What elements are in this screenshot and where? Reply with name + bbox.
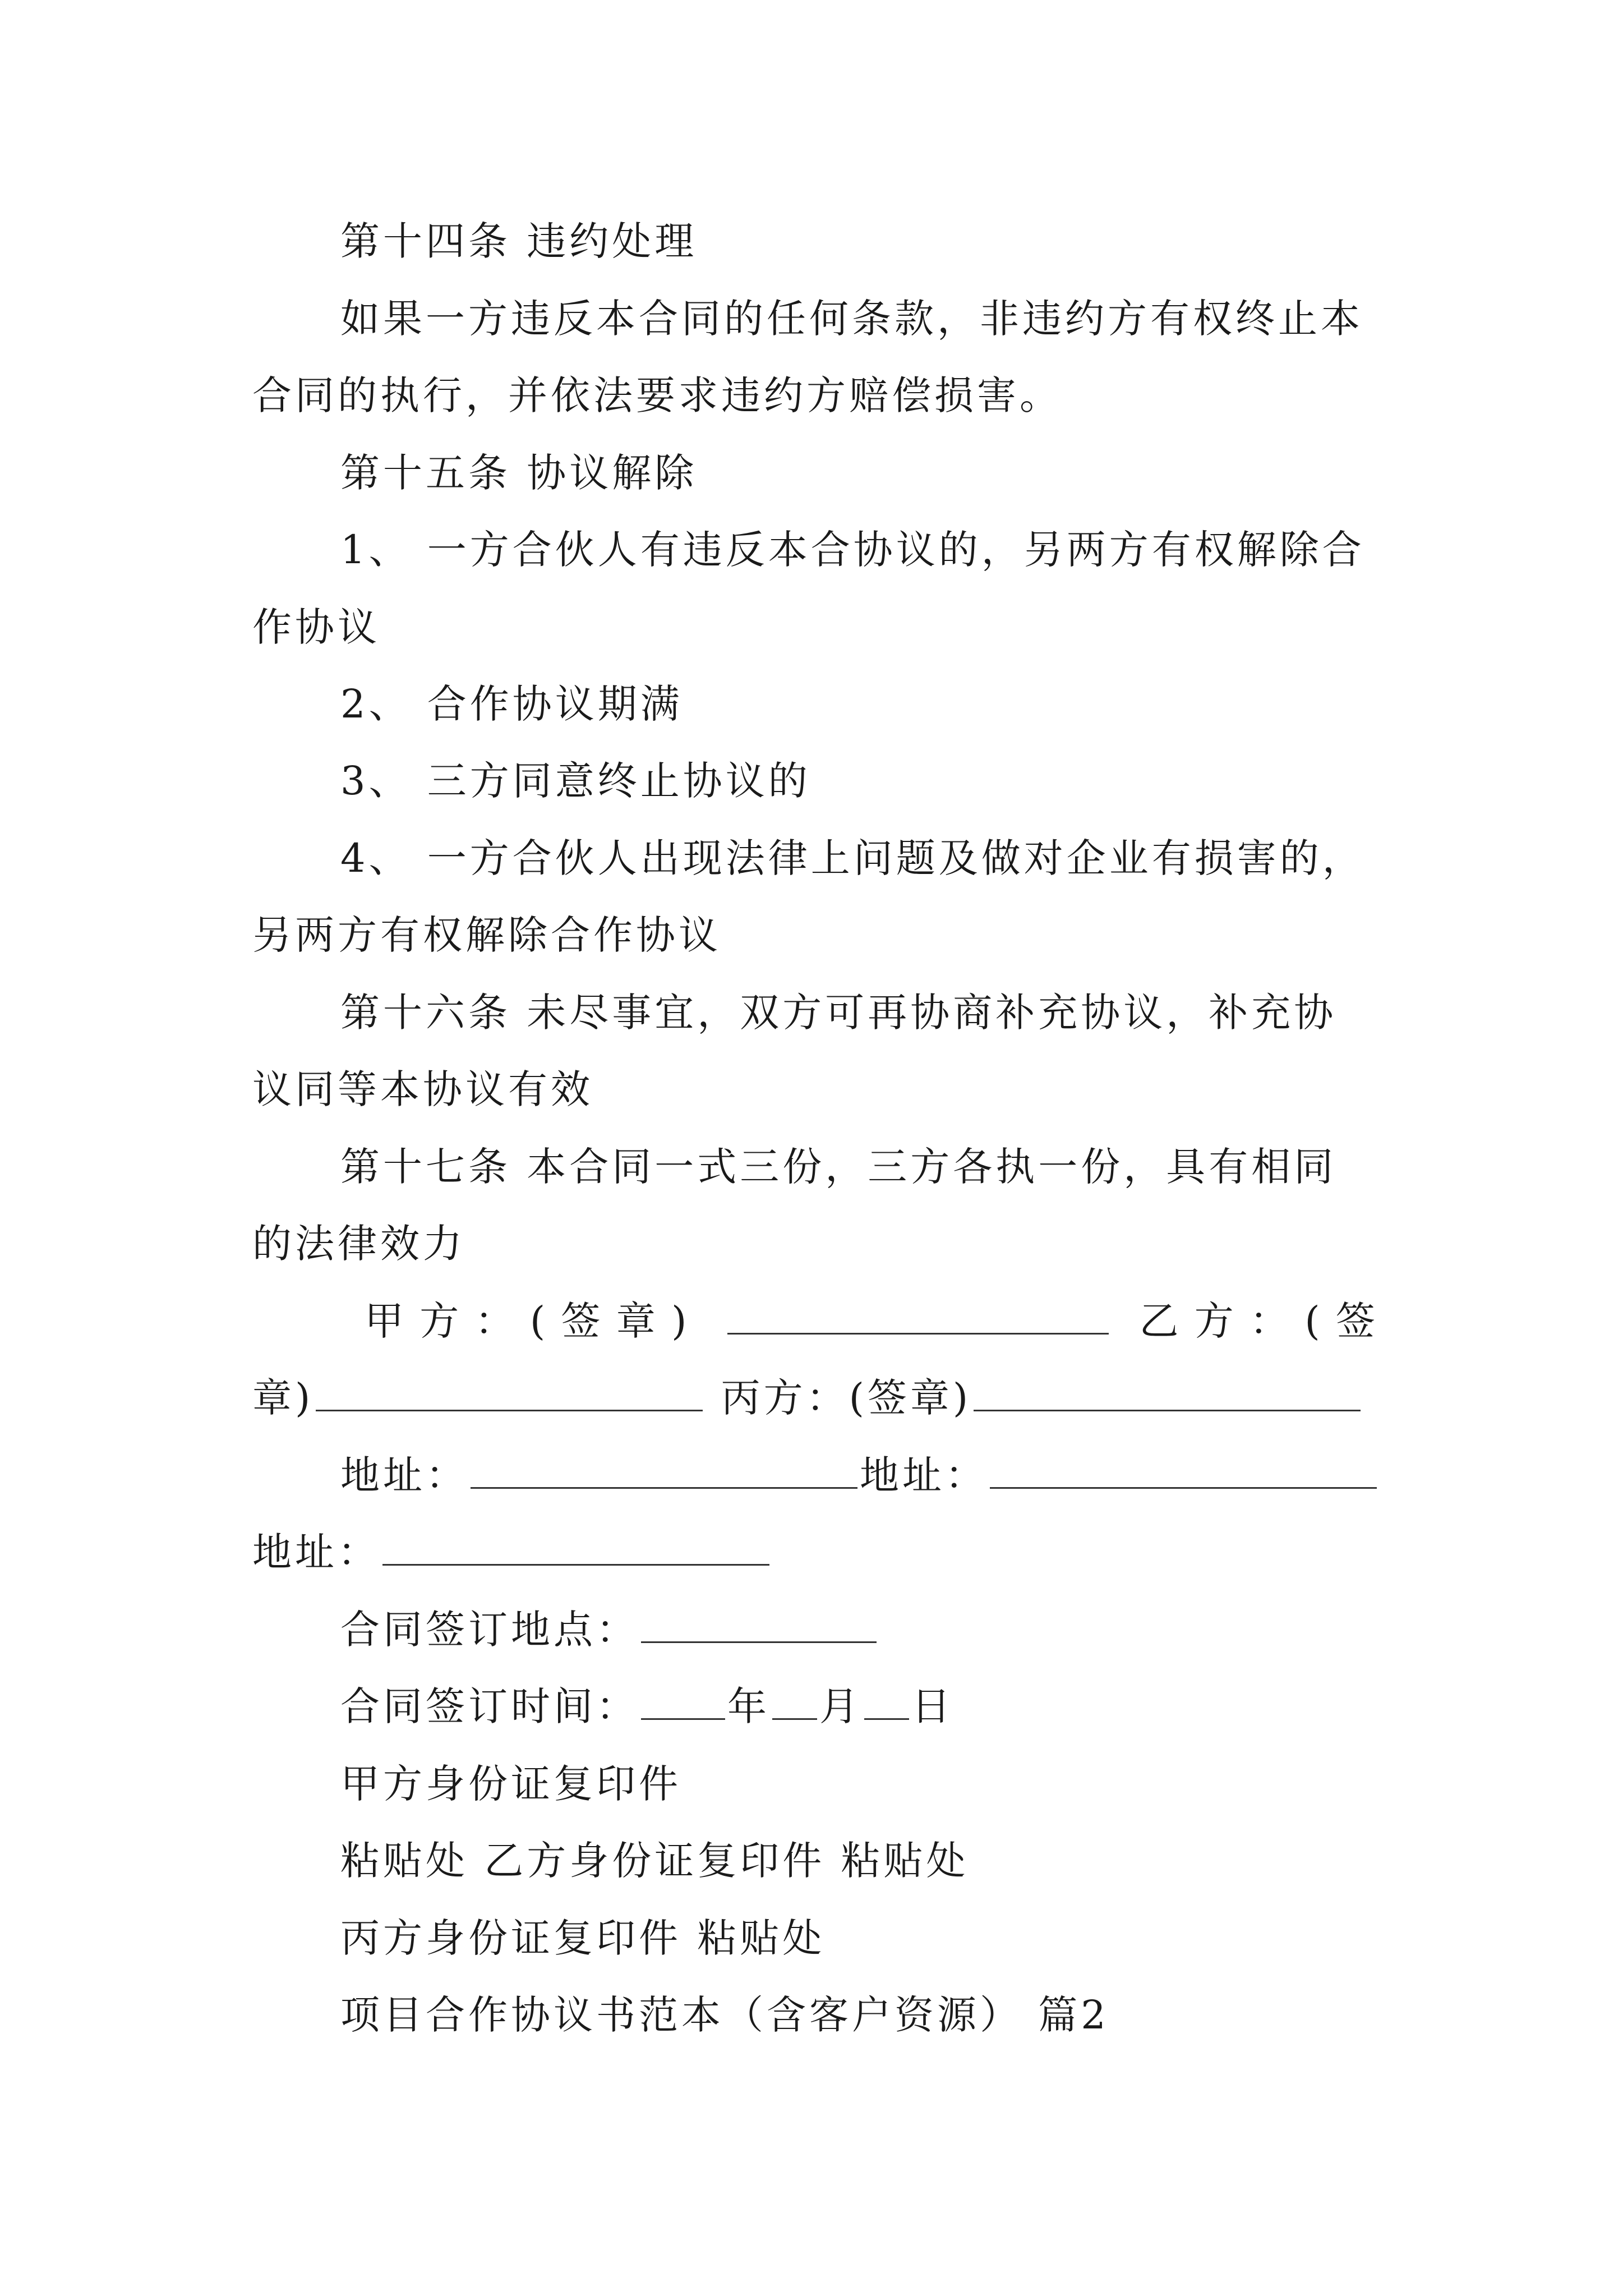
clause-2: 2、 合作协议期满	[340, 681, 683, 727]
signing-date-label: 合同签订时间：	[340, 1683, 639, 1729]
clause-3: 3、 三方同意终止协议的	[340, 758, 811, 804]
month-label: 月	[819, 1683, 862, 1729]
party-b-address-label: 地址：	[860, 1452, 988, 1498]
article-15-heading: 第十五条 协议解除	[340, 450, 698, 496]
address-line-2	[252, 1525, 1385, 1579]
clause-1-line-1: 1、 一方合伙人有违反本合协议的，另两方有权解除合	[340, 527, 1365, 573]
address-line-1	[340, 1448, 1385, 1502]
signing-date-line	[340, 1680, 1385, 1733]
article-17-line-2: 的法律效力	[252, 1221, 465, 1267]
party-c-id-copy: 丙方身份证复印件 粘贴处	[340, 1915, 826, 1961]
signature-line-1	[365, 1294, 1385, 1348]
month-blank[interactable]	[772, 1685, 817, 1720]
year-blank[interactable]	[641, 1685, 725, 1720]
article-14-text-line-2: 合同的执行，并依法要求违约方赔偿损害。	[252, 372, 1062, 418]
day-label: 日	[911, 1683, 954, 1729]
party-c-signature-blank[interactable]	[974, 1376, 1361, 1411]
clause-1-line-2: 作协议	[252, 604, 380, 650]
signing-place-line	[340, 1603, 1385, 1657]
article-14-text-line-1: 如果一方违反本合同的任何条款，非违约方有权终止本	[340, 296, 1363, 342]
paste-area-and-party-b-id-copy: 粘贴处 乙方身份证复印件 粘贴处	[340, 1838, 969, 1884]
article-17-line-1: 第十七条 本合同一式三份，三方各执一份，具有相同	[340, 1144, 1337, 1190]
signing-place-blank[interactable]	[641, 1608, 877, 1643]
party-b-signature-label: 乙方：(签	[1139, 1298, 1385, 1344]
party-b-signature-blank[interactable]	[316, 1376, 703, 1411]
party-c-signature-label: 丙方：(签章)	[721, 1375, 972, 1421]
party-c-address-label: 地址：	[252, 1529, 380, 1575]
clause-4-line-2: 另两方有权解除合作协议	[252, 912, 721, 958]
year-label: 年	[727, 1683, 770, 1729]
signature-line-2	[252, 1371, 1385, 1425]
day-blank[interactable]	[864, 1685, 909, 1720]
party-a-address-blank[interactable]	[471, 1453, 857, 1489]
signing-place-label: 合同签订地点：	[340, 1607, 639, 1653]
party-a-signature-label: 甲方：(签章)	[365, 1298, 697, 1344]
party-b-signature-label-end: 章)	[252, 1375, 314, 1421]
party-a-address-label: 地址：	[340, 1452, 468, 1498]
party-a-id-copy: 甲方身份证复印件	[340, 1761, 681, 1807]
clause-4-line-1: 4、 一方合伙人出现法律上问题及做对企业有损害的，	[340, 835, 1365, 881]
party-c-address-blank[interactable]	[382, 1530, 769, 1566]
article-16-line-1: 第十六条 未尽事宜，双方可再协商补充协议，补充协	[340, 990, 1337, 1036]
next-section-title: 项目合作协议书范本（含客户资源） 篇2	[340, 1992, 1109, 2038]
article-16-line-2: 议同等本协议有效	[252, 1066, 593, 1112]
party-a-signature-blank[interactable]	[727, 1299, 1109, 1335]
article-14-heading: 第十四条 违约处理	[340, 218, 698, 264]
party-b-address-blank[interactable]	[990, 1453, 1377, 1489]
